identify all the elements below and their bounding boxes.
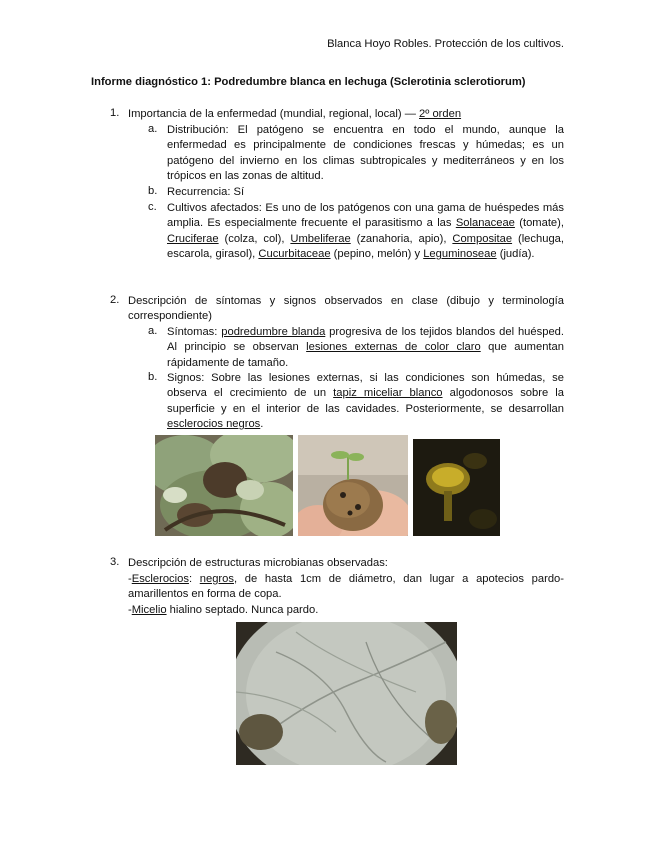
- key-term: tapiz miceliar blanco: [333, 387, 443, 400]
- item-letter: a.: [148, 325, 158, 337]
- order-link: 2º orden: [419, 108, 462, 120]
- family-term: Compositae: [452, 232, 513, 245]
- section-number: 2.: [110, 294, 120, 306]
- key-term: Esclerocios: [131, 573, 189, 585]
- text-run: (tomate),: [514, 217, 564, 230]
- family-term: Solanaceae: [455, 217, 515, 230]
- text-run: (judía).: [496, 248, 535, 261]
- text-run: progresiva de los tejidos blandos del huésped. Al principio se observan: [167, 326, 564, 354]
- key-term: Micelio: [131, 604, 167, 616]
- microscope-mycelium-photo: [236, 622, 457, 765]
- page-header: Blanca Hoyo Robles. Protección de los cultivos.: [327, 38, 564, 50]
- key-term: podredumbre blanda: [221, 326, 326, 338]
- text-run: Síntomas:: [167, 326, 222, 338]
- item-letter: b.: [148, 371, 158, 383]
- key-term: esclerocios negros: [167, 418, 261, 431]
- text-run: , de hasta 1cm de diámetro, dan lugar a apotecios pardo-amarillentos en forma de copa.: [128, 573, 565, 601]
- text-run: -: [128, 573, 132, 585]
- mycelium-description: [128, 603, 564, 618]
- text-run: (zanahoria, apio),: [350, 232, 453, 245]
- key-term: negros: [199, 573, 234, 585]
- text-run: Cultivos afectados: Es uno de los patógenos con una gama de huéspedes más amplia. Es especialmente frecuente el parasitismo a las: [167, 202, 564, 230]
- text-run: que aumentan rápidamente de tamaño.: [167, 341, 564, 369]
- text-run: (lechuga, escarola, girasol),: [167, 232, 564, 261]
- family-term: Cruciferae: [167, 232, 219, 245]
- text-run: .: [260, 418, 264, 431]
- item-letter: c.: [148, 201, 157, 213]
- item-letter: b.: [148, 185, 158, 197]
- text-run: hialino septado. Nunca pardo.: [166, 604, 319, 616]
- family-term: Cucurbitaceae: [258, 248, 331, 261]
- text-run: algodonosos sobre la superficie y en el interior de las cavidades. Posteriormente, se desarrollan: [167, 387, 565, 415]
- family-term: Umbeliferae: [290, 232, 351, 245]
- sclerotia-description: [128, 572, 564, 603]
- item-letter: a.: [148, 123, 158, 135]
- key-term: lesiones externas de color claro: [306, 341, 481, 354]
- text-run: (pepino, melón) y: [330, 248, 424, 261]
- document-title: Informe diagnóstico 1: Podredumbre blanca en lechuga (Sclerotinia sclerotiorum): [91, 76, 526, 88]
- text-run: (colza, col),: [218, 232, 291, 245]
- item-text: [167, 201, 564, 263]
- text-run: :: [188, 573, 200, 585]
- section-heading: Descripción de síntomas y signos observados en clase (dibujo y terminología correspondiente): [128, 295, 564, 323]
- section-number: 3.: [110, 556, 120, 568]
- text-run: -: [128, 604, 132, 616]
- family-term: Leguminoseae: [423, 248, 497, 261]
- section-heading-text: Importancia de la enfermedad (mundial, regional, local) —: [128, 108, 420, 120]
- section-heading: [128, 107, 564, 122]
- item-text: [167, 325, 564, 371]
- sclerotia-soil-photo: [298, 435, 408, 536]
- item-text: Distribución: El patógeno se encuentra en todo el mundo, aunque la enfermedad es principalmente de condiciones frescas y húmedas; es un patógeno del invierno en los climas subtropicales y mediterráneos y en los trópicos en las zonas de altitud.: [167, 124, 564, 183]
- item-text: [167, 371, 564, 433]
- section-heading: Descripción de estructuras microbianas observadas:: [128, 557, 388, 569]
- section-number: 1.: [110, 107, 120, 119]
- text-run: Signos: Sobre las lesiones externas, si las condiciones son húmedas, se observa el crecimiento de un: [167, 372, 564, 400]
- lettuce-rot-photo: [155, 435, 293, 536]
- item-text: Recurrencia: Sí: [167, 186, 245, 198]
- apothecia-photo: [413, 439, 500, 536]
